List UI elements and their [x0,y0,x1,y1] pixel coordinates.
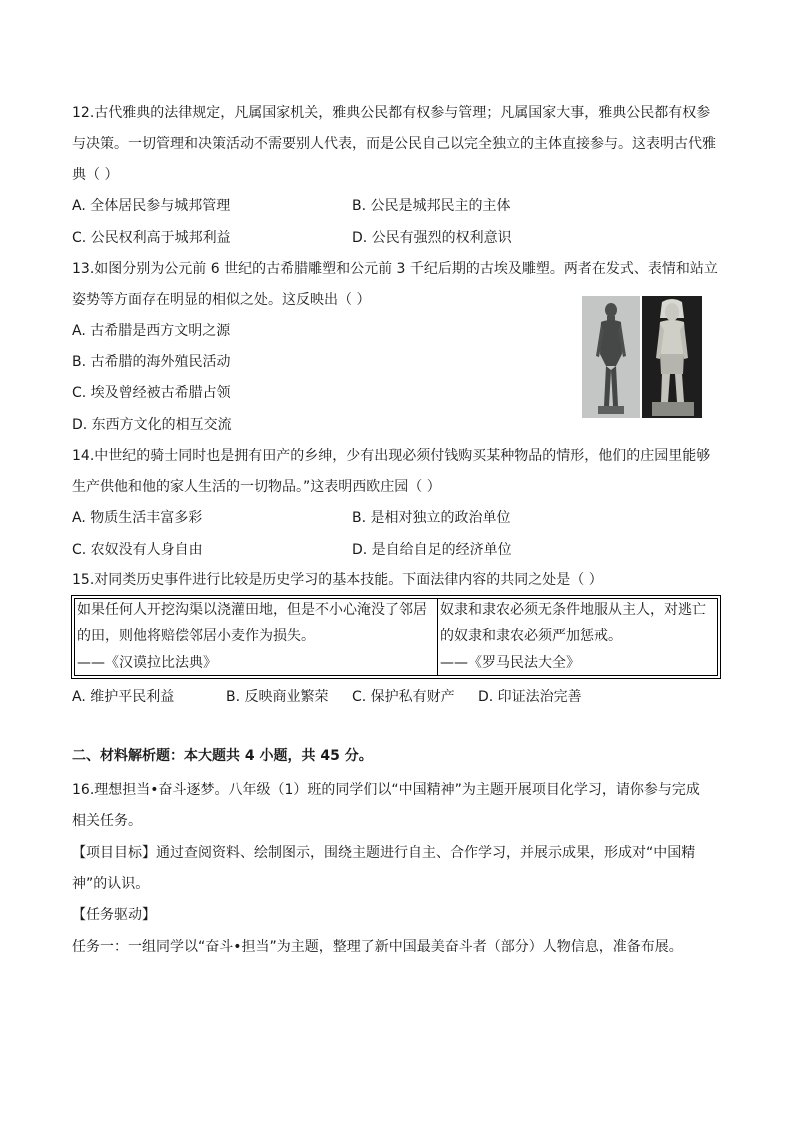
q14-stem-line2: 生产供他和他的家人生活的一切物品。”这表明西欧庄园（ ） [72,479,441,495]
roman-law-source: ——《罗马民法大全》 [440,655,580,671]
egyptian-sculpture-image [642,296,702,418]
q12-stem-line3: 典（ ） [72,167,119,183]
q15-option-c: C. 保护私有财产 [352,689,455,705]
q16-stem-line2: 相关任务。 [72,813,142,829]
q16-task-one: 任务一：一组同学以“奋斗•担当”为主题，整理了新中国最美奋斗者（部分）人物信息，准备布展。 [72,939,683,955]
hammurabi-text-line2: 的田，则他将赔偿邻居小麦作为损失。 [77,628,315,644]
q16-task-heading: 【任务驱动】 [72,907,156,923]
q16-goal-line1: 【项目目标】通过查阅资料、绘制图示，围绕主题进行自主、合作学习，并展示成果，形成对“中国精 [72,845,696,861]
section-heading: 二、材料解析题：本大题共 4 小题，共 45 分。 [72,748,373,764]
q12-option-c: C. 公民权利高于城邦利益 [72,230,231,246]
law-comparison-table [71,595,721,679]
q14-option-a: A. 物质生活丰富多彩 [72,510,203,526]
q13-option-b: B. 古希腊的海外殖民活动 [72,354,231,370]
sculpture-images [582,296,702,418]
q14-stem-line1: 14.中世纪的骑士同时也是拥有田产的乡绅，少有出现必须付钱购买某种物品的情形，他们的庄园里能够 [72,448,711,464]
q12-option-b: B. 公民是城邦民主的主体 [352,198,511,214]
q14-option-d: D. 是自给自足的经济单位 [352,542,512,558]
q15-option-b: B. 反映商业繁荣 [226,689,329,705]
q12-option-d: D. 公民有强烈的权利意识 [352,230,512,246]
roman-law-cell [438,599,717,675]
hammurabi-cell [75,599,438,675]
q13-stem-line2: 姿势等方面存在明显的相似之处。这反映出（ ） [72,292,371,308]
q13-option-d: D. 东西方文化的相互交流 [72,417,232,433]
q13-option-a: A. 古希腊是西方文明之源 [72,323,231,339]
q12-stem-line1: 12.古代雅典的法律规定，凡属国家机关，雅典公民都有权参与管理；凡属国家大事，雅典公民都有权参 [72,105,711,121]
q13-stem-line1: 13.如图分别为公元前 6 世纪的古希腊雕塑和公元前 3 千纪后期的古埃及雕塑。两者在发式、表情和站立 [72,261,718,277]
q12-stem-line2: 与决策。一切管理和决策活动不需要别人代表，而是公民自己以完全独立的主体直接参与。这表明古代雅 [72,136,716,152]
q15-stem: 15.对同类历史事件进行比较是历史学习的基本技能。下面法律内容的共同之处是（ ） [72,572,603,588]
hammurabi-source: ——《汉谟拉比法典》 [77,655,217,671]
roman-law-text-line2: 的奴隶和隶农必须严加惩戒。 [440,628,622,644]
greek-sculpture-image [582,296,640,418]
roman-law-text-line1: 奴隶和隶农必须无条件地服从主人，对逃亡 [440,602,706,618]
q16-stem-line1: 16.理想担当•奋斗逐梦。八年级（1）班的同学们以“中国精神”为主题开展项目化学习，请你参与完成 [72,782,700,798]
q14-option-c: C. 农奴没有人身自由 [72,542,203,558]
hammurabi-text-line1: 如果任何人开挖沟渠以浇灌田地，但是不小心淹没了邻居 [77,602,427,618]
q16-goal-line2: 神”的认识。 [72,876,150,892]
q13-option-c: C. 埃及曾经被古希腊占领 [72,385,231,401]
q15-option-d: D. 印证法治完善 [478,689,582,705]
q14-option-b: B. 是相对独立的政治单位 [352,510,511,526]
q12-option-a: A. 全体居民参与城邦管理 [72,198,231,214]
q15-option-a: A. 维护平民利益 [72,689,175,705]
